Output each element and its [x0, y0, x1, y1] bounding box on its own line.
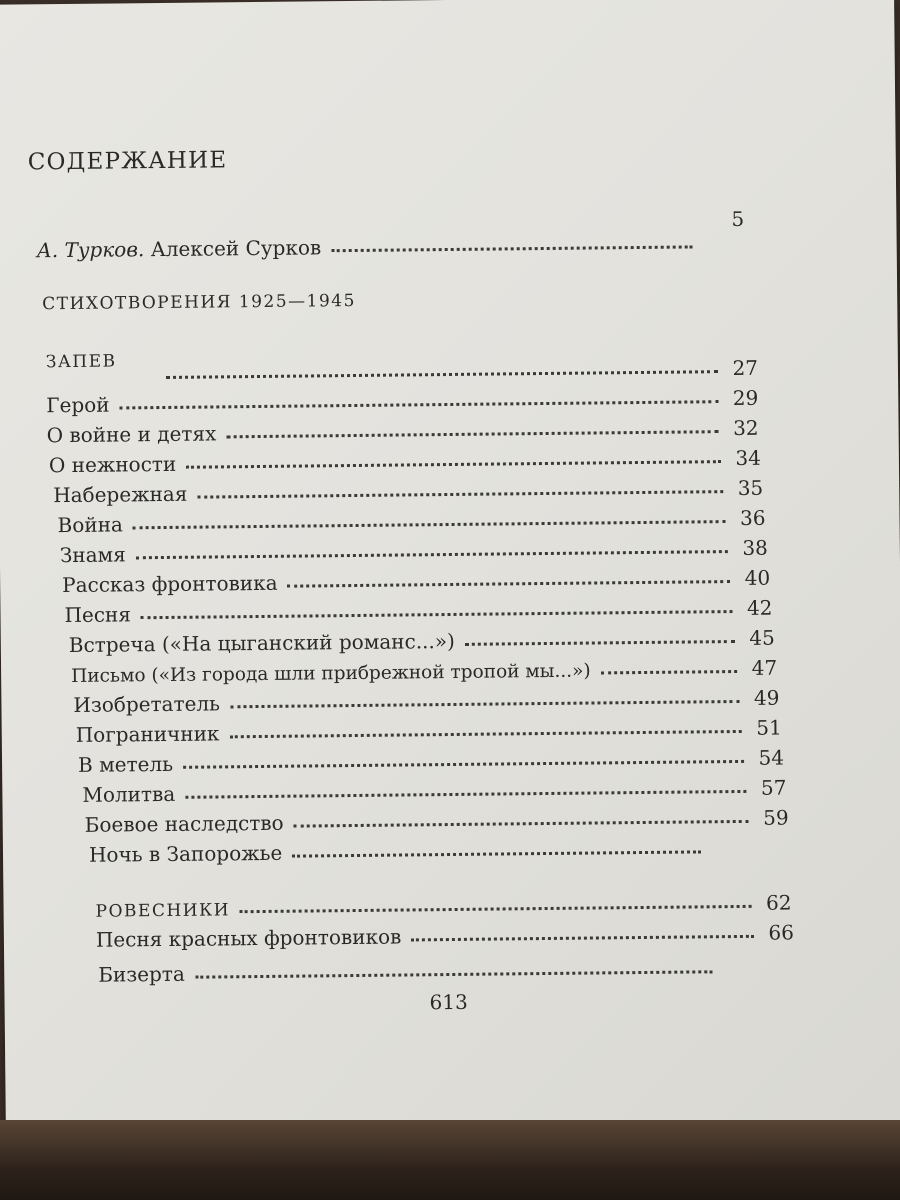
entry-page-number: 34	[735, 445, 762, 471]
entry-page-number: 49	[753, 685, 780, 710]
entry-page-number: 36	[739, 505, 766, 530]
contents-heading: СОДЕРЖАНИЕ	[27, 147, 228, 176]
entry-title: Боевое наследство	[84, 810, 284, 837]
entry-page-number: 59	[763, 805, 789, 830]
toc-entry	[96, 914, 794, 951]
page-number: 613	[429, 989, 468, 1015]
entry-title: Молитва	[82, 781, 176, 807]
dot-leader	[195, 970, 712, 978]
dot-leader	[240, 905, 752, 913]
entry-page-number: 45	[749, 625, 775, 650]
entry-page-number: 54	[758, 745, 785, 770]
entry-title: Бизерта	[98, 961, 185, 987]
entry-title: Песня красных фронтовиков	[95, 924, 402, 952]
entry-page-number: 29	[732, 385, 759, 411]
entry-page-number: 62	[765, 890, 792, 915]
dot-leader	[197, 490, 723, 499]
dot-leader	[331, 245, 692, 252]
entry-title: О войне и детях	[46, 421, 217, 448]
dot-leader	[230, 700, 739, 708]
entry-title: Пограничник	[75, 721, 220, 747]
dot-leader	[288, 580, 731, 588]
intro-author: А. Турков.	[36, 237, 145, 263]
entry-page-number: 35	[737, 475, 764, 500]
entry-title: Изобретатель	[73, 691, 221, 717]
section-zapev-heading: ЗАПЕВ	[45, 351, 117, 373]
toc-entry	[98, 950, 752, 987]
dot-leader	[141, 610, 733, 619]
dot-leader	[133, 520, 726, 529]
dot-leader	[183, 760, 744, 769]
entry-title: Война	[57, 512, 124, 538]
entry-page-number: 40	[744, 565, 771, 590]
entry-title: Знамя	[59, 542, 126, 568]
entry-title: Ночь в Запорожье	[88, 840, 283, 867]
intro-title: Алексей Сурков	[150, 235, 322, 262]
dot-leader	[226, 430, 718, 438]
toc-entry	[89, 830, 741, 867]
dot-leader	[185, 790, 746, 799]
dot-leader	[601, 670, 737, 674]
entry-title: Письмо («Из города шли прибрежной тропой мы...»)	[71, 660, 591, 687]
entry-page-number: 47	[751, 655, 778, 680]
section-poems-heading: СТИХОТВОРЕНИЯ 1925—1945	[42, 290, 356, 315]
book-binding	[0, 1120, 900, 1200]
entry-page-number: 66	[768, 920, 794, 945]
section-rovesniki-heading: РОВЕСНИКИ	[95, 900, 231, 922]
entry-page-number: 42	[746, 595, 773, 620]
dot-leader	[465, 640, 735, 646]
entry-title	[37, 235, 322, 262]
entry-page-number: 57	[760, 775, 787, 800]
dot-leader	[411, 935, 754, 942]
entry-title: О нежности	[48, 451, 177, 478]
toc-entry-intro	[36, 225, 704, 262]
dot-leader	[166, 370, 718, 379]
dot-leader	[120, 400, 719, 409]
entry-title: Встреча («На цыганский романс...»)	[68, 628, 455, 657]
dot-leader	[292, 850, 701, 857]
entry-page-number: 32	[733, 415, 759, 441]
entry-page-number: 27	[732, 355, 759, 381]
dot-leader	[136, 550, 728, 559]
dot-leader	[186, 460, 721, 469]
entry-page-number: 51	[756, 715, 782, 740]
entry-title: Песня	[64, 602, 132, 628]
dot-leader	[294, 820, 749, 828]
entry-title: Герой	[46, 392, 110, 418]
entry-title: Набережная	[53, 481, 188, 508]
entry-title: Рассказ фронтовика	[62, 570, 278, 598]
intro-page-number: 5	[731, 206, 745, 232]
dot-leader	[230, 730, 742, 738]
entry-title: В метель	[77, 751, 174, 777]
entry-page-number: 38	[742, 535, 768, 560]
